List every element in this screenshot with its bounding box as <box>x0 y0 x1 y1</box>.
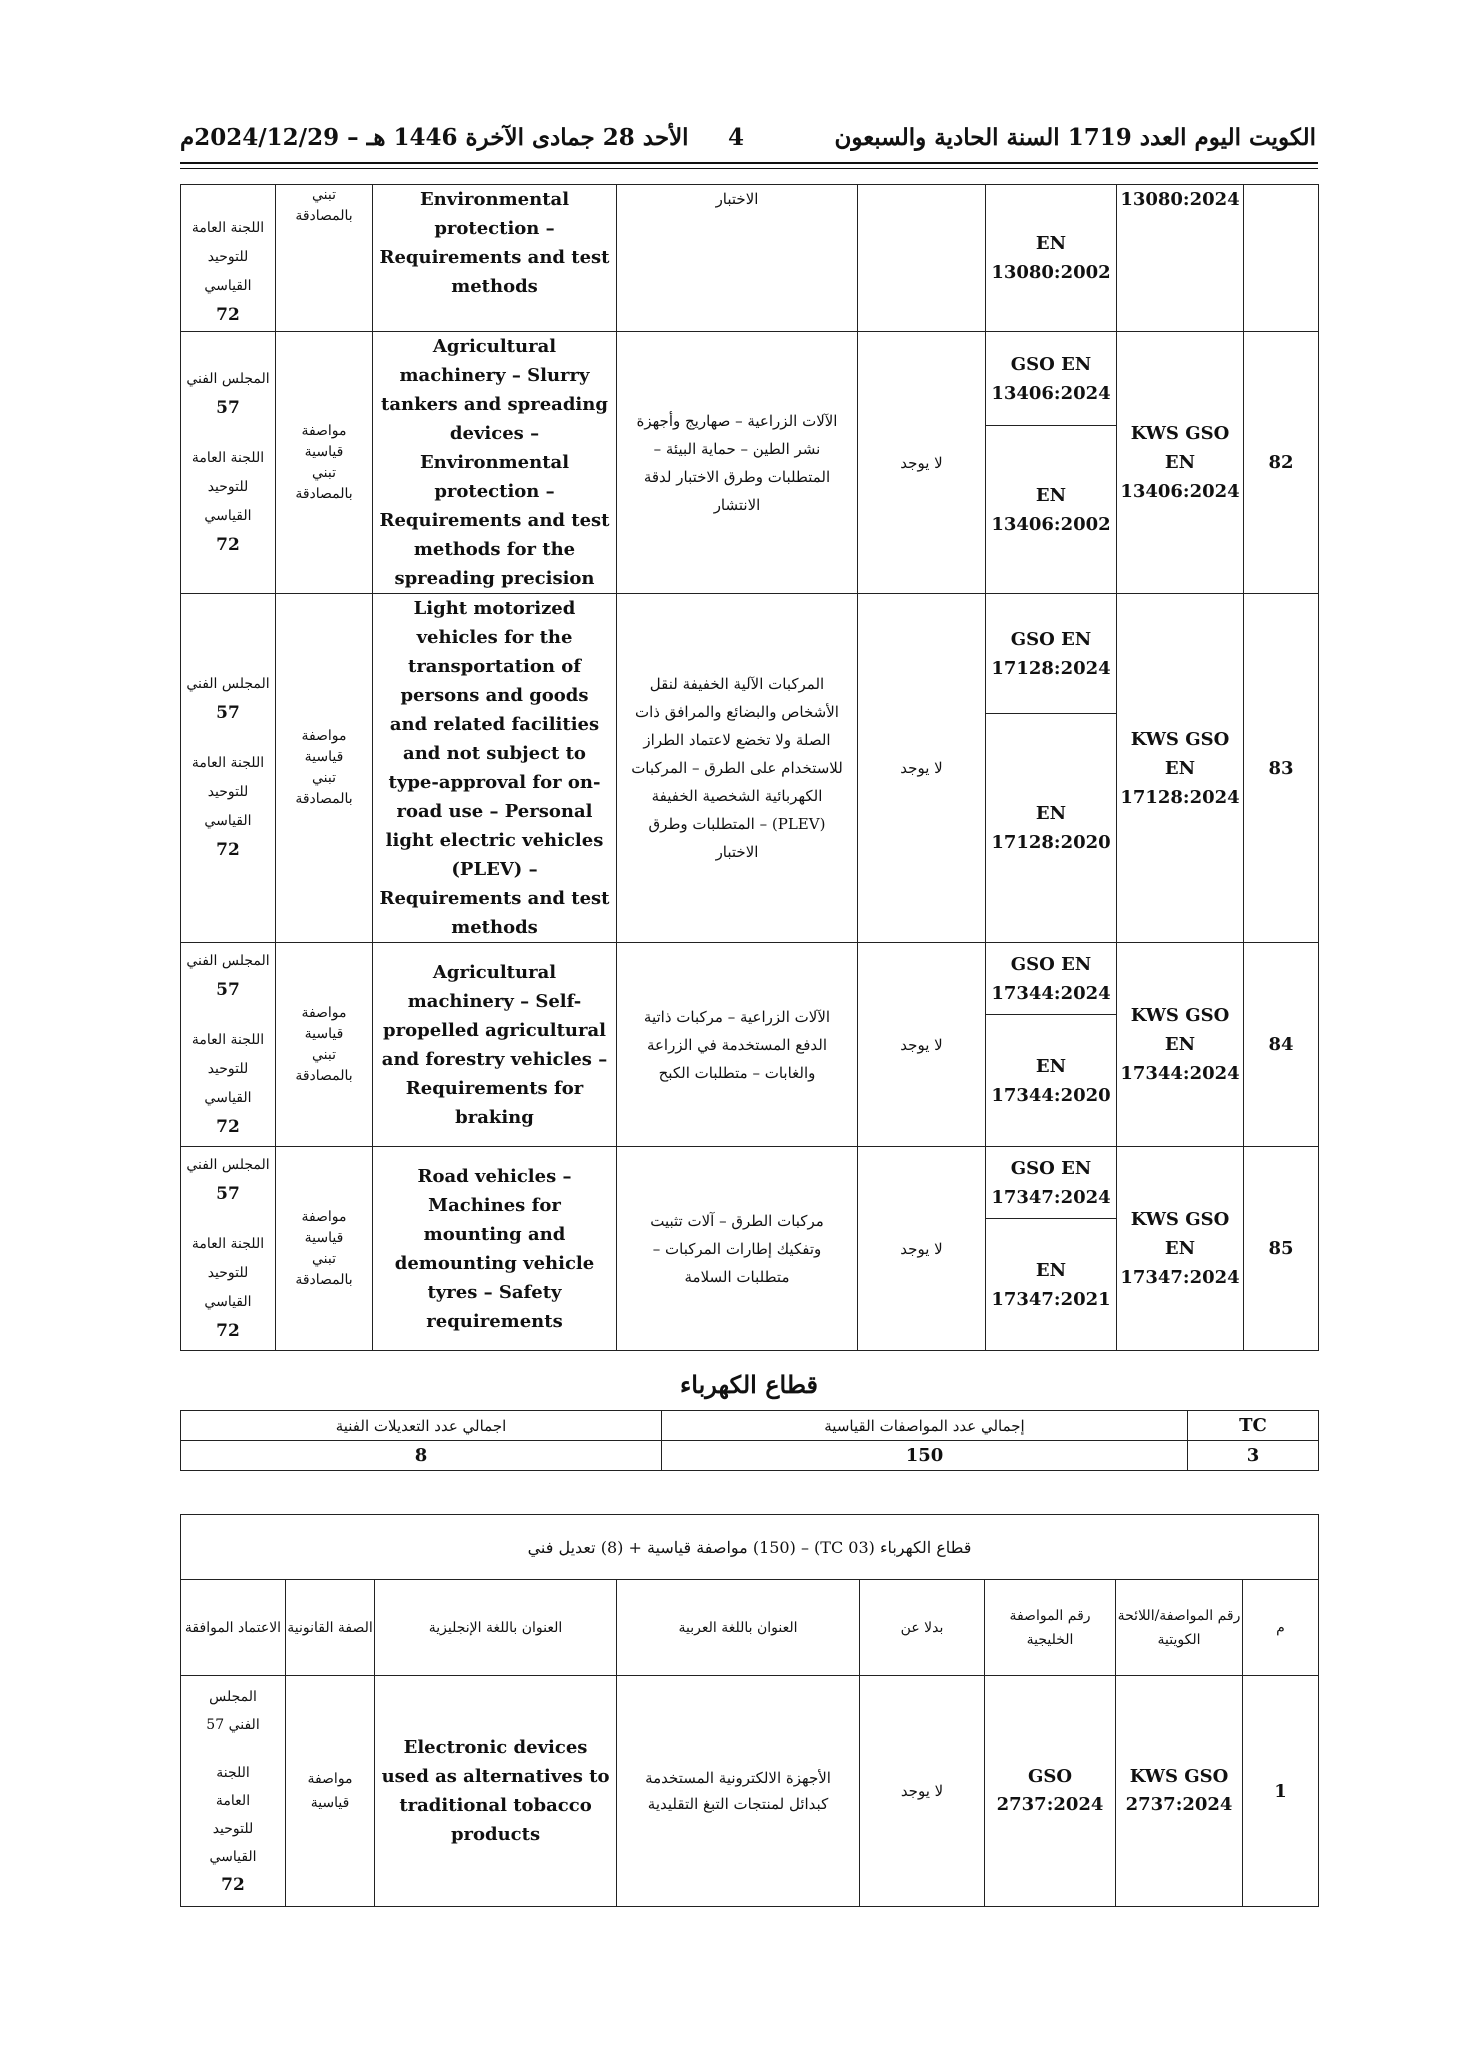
legal-status: مواصفة قياسية <box>286 1676 375 1907</box>
header-num: م <box>1243 1580 1319 1676</box>
header-date: الأحد 28 جمادى الآخرة 1446 هـ – 2024/12/29م <box>180 124 689 151</box>
header-rule-thin <box>180 168 1318 169</box>
replaces: لا يوجد <box>858 332 986 594</box>
page-number: 4 <box>728 124 745 151</box>
approval: المجلس الفني 57 اللجنة العامة للتوحيد القياسي 72 <box>181 1147 276 1351</box>
arabic-title: الأجهزة الالكترونية المستخدمة كبدائل لمنتجات التبغ التقليدية <box>617 1676 860 1907</box>
row-number: 1 <box>1243 1676 1319 1907</box>
replaces-cell <box>858 185 986 332</box>
gso-code: GSO EN 17344:2024 <box>986 943 1117 1015</box>
arabic-title: مركبات الطرق – آلات تثبيت وتفكيك إطارات المركبات – متطلبات السلامة <box>617 1147 858 1351</box>
legal-status: مواصفة قياسية تبني بالمصادقة <box>276 1147 373 1351</box>
header-issue: الكويت اليوم العدد 1719 السنة الحادية والسبعون <box>834 124 1316 151</box>
row-number: 82 <box>1244 332 1319 594</box>
arabic-title: الاختبار <box>617 185 858 332</box>
replaces: لا يوجد <box>858 1147 986 1351</box>
table-header-row <box>181 1580 1319 1676</box>
total-specs-label: إجمالي عدد المواصفات القياسية <box>662 1411 1188 1441</box>
header-rule <box>180 162 1318 164</box>
kws-code: KWS GSO EN 17347:2024 <box>1117 1147 1244 1351</box>
table-row <box>181 594 1319 714</box>
arabic-title: المركبات الآلية الخفيفة لنقل الأشخاص والبضائع والمرافق ذات الصلة ولا تخضع لاعتماد الطراز للاستخدام على الطرق – المركبات الكهربائية الشخصية الخفيفة (PLEV) – المتطلبات وطرق الاختبار <box>617 594 858 943</box>
table-row <box>181 1676 1319 1907</box>
summary-table <box>180 1410 1319 1471</box>
electricity-table <box>180 1514 1319 1907</box>
legal-status: مواصفة قياسية تبني بالمصادقة <box>276 594 373 943</box>
gso-code: GSO 2737:2024 <box>985 1676 1116 1907</box>
standards-table <box>180 184 1319 1351</box>
approval: المجلس الفني 57 اللجنة العامة للتوحيد القياسي 72 <box>181 594 276 943</box>
approval-cell: اللجنة العامة للتوحيد القياسي 72 <box>181 185 276 332</box>
en-code: EN 17128:2020 <box>986 714 1117 943</box>
header-arabic: العنوان باللغة العربية <box>617 1580 860 1676</box>
english-title: Road vehicles – Machines for mounting and demounting vehicle tyres – Safety requirements <box>373 1147 617 1351</box>
header-kws: رقم المواصفة/اللائحة الكويتية <box>1116 1580 1243 1676</box>
approval: المجلس الفني 57 اللجنة العامة للتوحيد القياسي 72 <box>181 943 276 1147</box>
tc-label: TC <box>1188 1411 1319 1441</box>
english-title: Agricultural machinery – Self-propelled agricultural and forestry vehicles – Requirements for braking <box>373 943 617 1147</box>
kws-code: KWS GSO EN 17344:2024 <box>1117 943 1244 1147</box>
en-code: EN 17347:2021 <box>986 1219 1117 1351</box>
row-number: 85 <box>1244 1147 1319 1351</box>
en-code: EN 17344:2020 <box>986 1015 1117 1147</box>
section-title: قطاع الكهرباء <box>680 1370 818 1399</box>
table-row <box>181 1147 1319 1219</box>
summary-header-row <box>181 1411 1319 1441</box>
header-replaces: بدلا عن <box>860 1580 985 1676</box>
kws-code: KWS GSO EN 13406:2024 <box>1117 332 1244 594</box>
approval: المجلس الفني 57 اللجنة العامة للتوحيد القياسي 72 <box>181 332 276 594</box>
num-cell <box>1244 185 1319 332</box>
replaces: لا يوجد <box>858 594 986 943</box>
kws-code: KWS GSO EN 17128:2024 <box>1117 594 1244 943</box>
row-number: 84 <box>1244 943 1319 1147</box>
header-status: الصفة القانونية <box>286 1580 375 1676</box>
status-cell: تبني بالمصادقة <box>276 185 373 332</box>
kws-code: KWS GSO 2737:2024 <box>1116 1676 1243 1907</box>
legal-status: مواصفة قياسية تبني بالمصادقة <box>276 332 373 594</box>
header-approval: الاعتماد الموافقة <box>181 1580 286 1676</box>
english-title: Environmental protection – Requirements and test methods <box>373 185 617 332</box>
total-amend-value: 8 <box>181 1441 662 1471</box>
gso-code: GSO EN 13406:2024 <box>986 332 1117 426</box>
en-code: EN 13406:2002 <box>986 426 1117 594</box>
summary-value-row <box>181 1441 1319 1471</box>
kws-cell: 13080:2024 <box>1117 185 1244 332</box>
header-gso: رقم المواصفة الخليجية <box>985 1580 1116 1676</box>
table-row-continued <box>181 185 1319 332</box>
english-title: Electronic devices used as alternatives to traditional tobacco products <box>375 1676 617 1907</box>
approval: المجلس الفني 57 اللجنة العامة للتوحيد القياسي 72 <box>181 1676 286 1907</box>
header-english: العنوان باللغة الإنجليزية <box>375 1580 617 1676</box>
en-cell: EN 13080:2002 <box>986 185 1117 332</box>
tc-value: 3 <box>1188 1441 1319 1471</box>
legal-status: مواصفة قياسية تبني بالمصادقة <box>276 943 373 1147</box>
table-caption: قطاع الكهرباء (TC 03) – (150) مواصفة قياسية + (8) تعديل فني <box>181 1515 1319 1580</box>
replaces: لا يوجد <box>858 943 986 1147</box>
english-title: Agricultural machinery – Slurry tankers and spreading devices – Environmental protection – Requirements and test methods for the spreading precision <box>373 332 617 594</box>
row-number: 83 <box>1244 594 1319 943</box>
arabic-title: الآلات الزراعية – مركبات ذاتية الدفع المستخدمة في الزراعة والغابات – متطلبات الكبح <box>617 943 858 1147</box>
replaces: لا يوجد <box>860 1676 985 1907</box>
table-row <box>181 943 1319 1015</box>
gso-code: GSO EN 17128:2024 <box>986 594 1117 714</box>
page-header <box>180 118 1316 154</box>
arabic-title: الآلات الزراعية – صهاريج وأجهزة نشر الطين – حماية البيئة – المتطلبات وطرق الاختبار لدقة الانتشار <box>617 332 858 594</box>
table-caption-row <box>181 1515 1319 1580</box>
total-amend-label: اجمالي عدد التعديلات الفنية <box>181 1411 662 1441</box>
table-row <box>181 332 1319 426</box>
total-specs-value: 150 <box>662 1441 1188 1471</box>
english-title: Light motorized vehicles for the transportation of persons and goods and related facilities and not subject to type-approval for on-road use – Personal light electric vehicles (PLEV) – Requirements and test methods <box>373 594 617 943</box>
gso-code: GSO EN 17347:2024 <box>986 1147 1117 1219</box>
